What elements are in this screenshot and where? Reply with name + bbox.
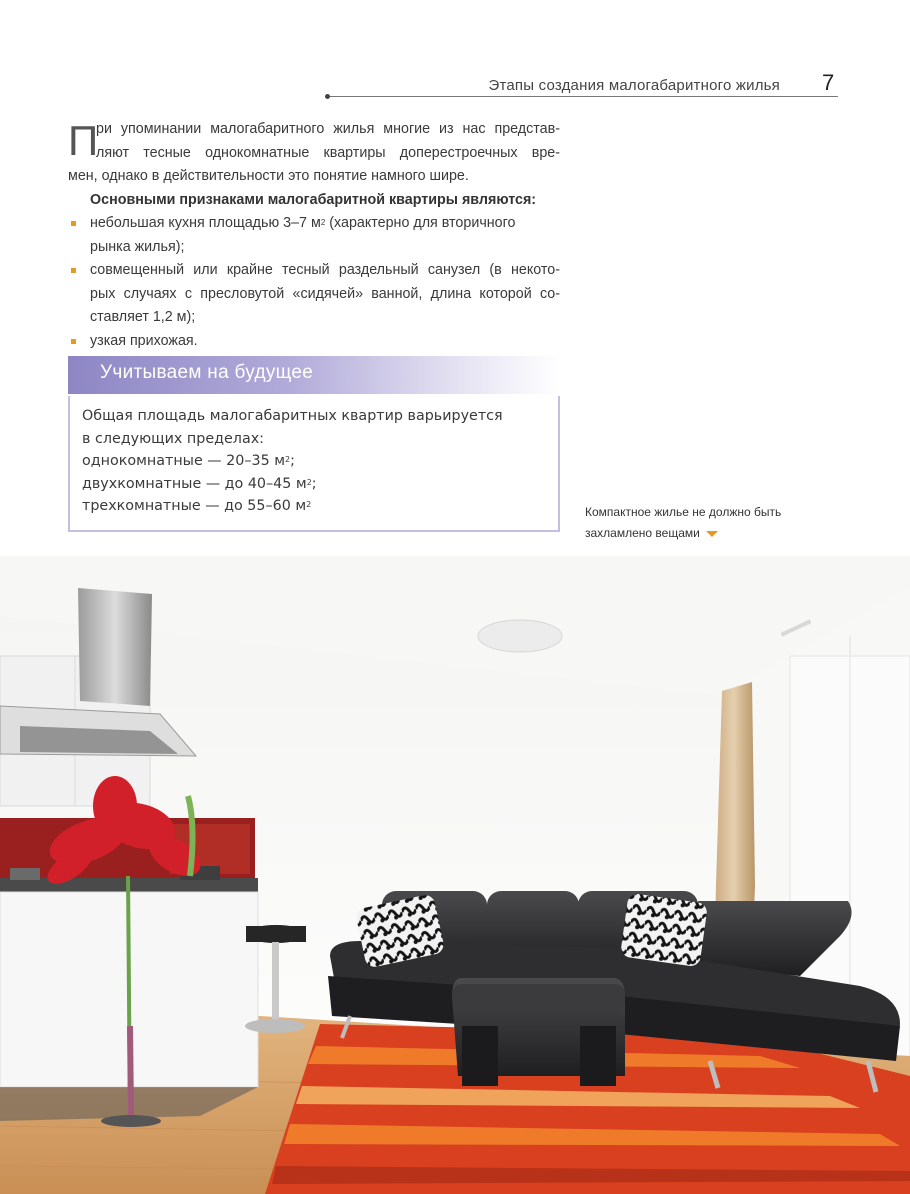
sidebar-line: однокомнатные — 20–35 $м^2$; [82,453,295,469]
list-item-line: ставляет 1,2 м); [90,309,196,325]
bar-stool-pole [272,942,279,1022]
caption-arrow-icon [706,531,718,537]
sidebar-line: трехкомнатные — до 55–60 $м^2$ [82,498,312,514]
running-title: Этапы создания малогабаритного жилья [488,77,780,94]
intro-line: ляют тесные однокомнатные квартиры доперестроечных вре- [96,144,560,161]
caption-line: захламлено вещами [585,523,805,544]
ottoman [452,978,625,1086]
sidebar-title: Учитываем на будущее [100,362,314,383]
intro-paragraph [68,118,560,189]
sidebar-line: двухкомнатные — до 40–45 $м^2$; [82,475,317,492]
vase-base [101,1115,161,1127]
living-room-illustration [0,556,910,1194]
sidebar-line: Общая площадь малогабаритных квартир варьируется [82,408,503,424]
bullet-icon [71,339,76,344]
header-rule-dot [325,94,330,99]
ceiling-light [478,620,562,652]
intro-line: ри упоминании малогабаритного жилья многие из нас представ- [96,121,560,137]
photo-caption [585,502,805,544]
bar-stool-cushion [246,926,306,942]
bar-stool-base [245,1019,305,1033]
sidebar-line: в следующих пределах: [82,430,264,447]
bullet-icon [71,268,76,273]
drop-cap: П [68,117,99,164]
list-item-line: рых случаях с пресловутой «сидячей» ванной, длина которой со- [90,285,560,302]
intro-line: мен, однако в действительности это понятие намного шире. [68,168,469,184]
features-list [68,212,560,353]
list-item-line: рынка жилья); [90,238,185,255]
caption-line: Компактное жилье не должно быть [585,505,782,519]
list-item-line: совмещенный или крайне тесный раздельный санузел (в некото- [90,262,560,278]
vase [130,1026,131,1116]
bullet-icon [71,221,76,226]
features-lead: Основными признаками малогабаритной квартиры являются: [90,191,537,208]
list-item [68,330,560,354]
list-item [68,259,560,330]
main-text [68,118,560,353]
list-item [68,212,560,259]
page-number: 7 [822,70,835,95]
sidebar-text [82,405,542,518]
list-item-line: небольшая кухня площадью 3–7 $м^2$ (характерно для вторичного [90,215,516,231]
header-rule [328,96,838,97]
list-item-line: узкая прихожая. [90,332,198,349]
living-room-photo [0,556,910,1194]
counter-item [10,868,40,880]
hood-chimney [78,588,152,706]
patterned-pillow [620,893,708,968]
